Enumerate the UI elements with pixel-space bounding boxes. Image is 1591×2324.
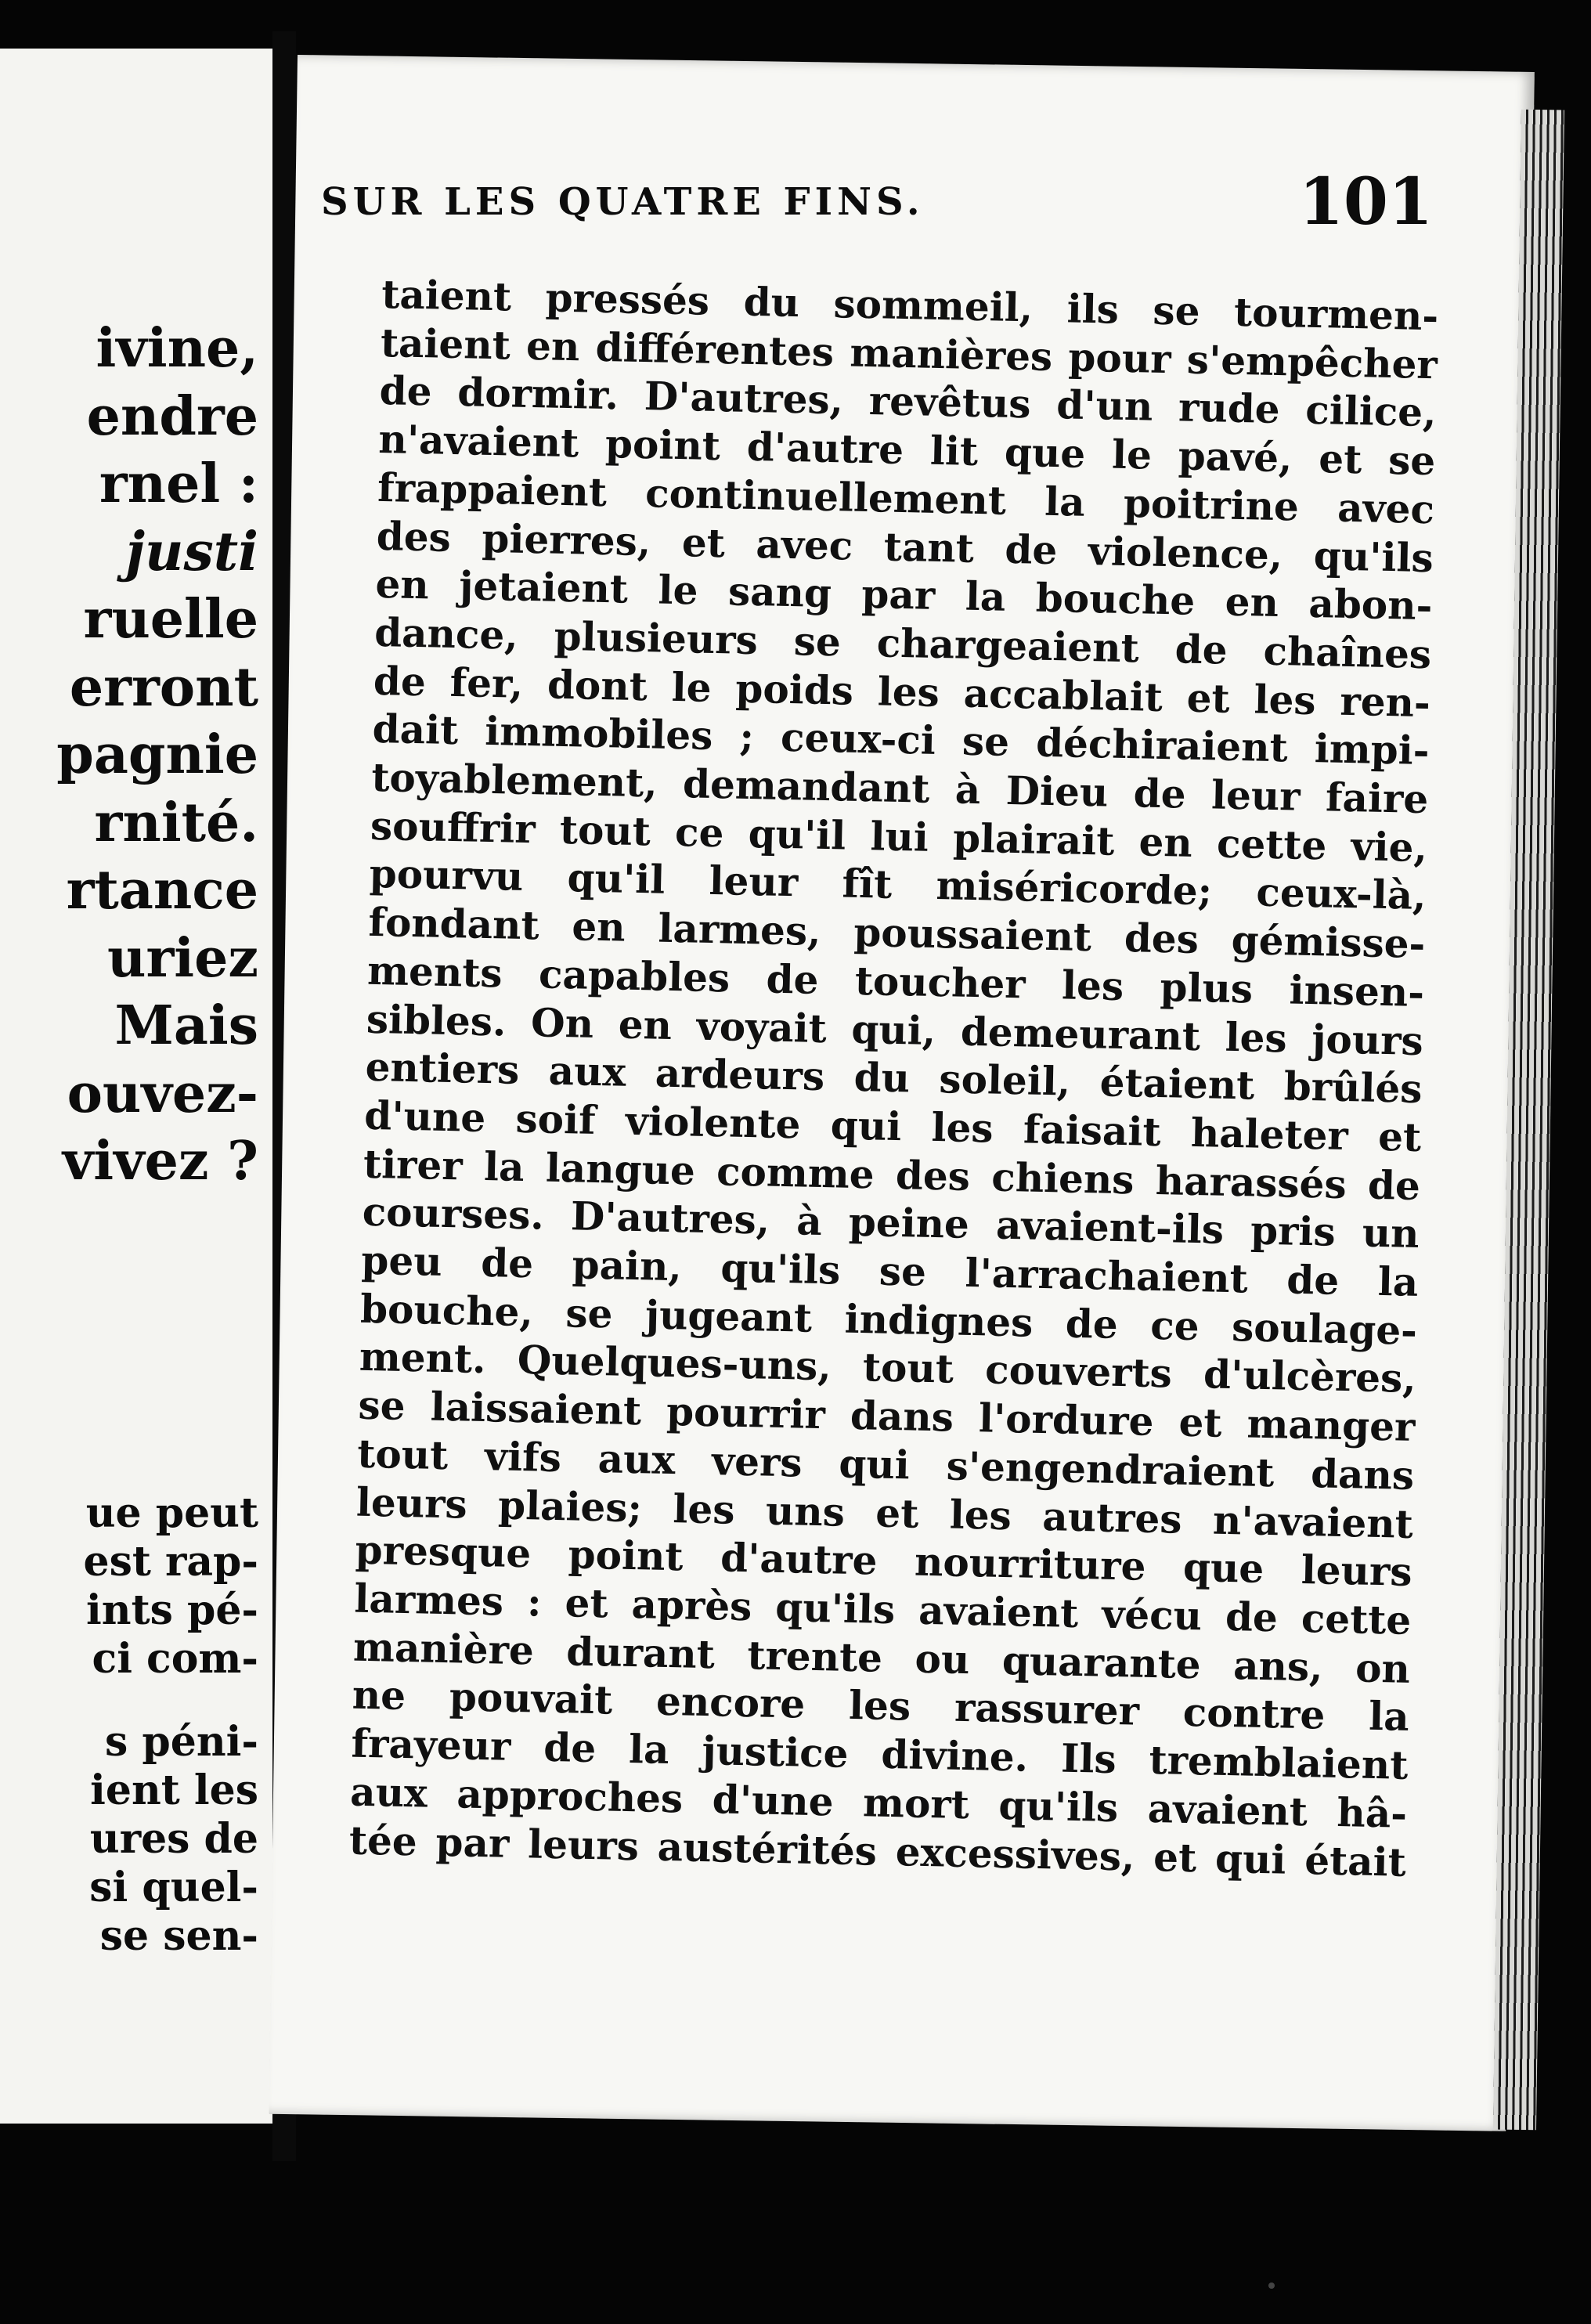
text-line: n'avaient point d'autre lit que le pavé, et se: [377, 416, 1436, 485]
left-line: ci com-: [92, 1635, 258, 1683]
text-line: fondant en larmes, poussaient des gémisse-: [367, 898, 1426, 968]
left-page-text-top: [56, 315, 258, 1196]
page-body-text: [348, 270, 1438, 1886]
text-line: ne pouvait encore les rassurer contre la: [352, 1671, 1410, 1741]
left-line: ruelle: [83, 588, 258, 651]
text-line: de dormir. D'autres, revêtus d'un rude cilice,: [379, 367, 1438, 436]
text-line: frayeur de la justice divine. Ils tremblaient: [350, 1720, 1409, 1788]
text-line: taient pressés du sommeil, ils se tourmen-: [381, 270, 1439, 340]
left-line: ient les: [90, 1766, 258, 1814]
text-line: d'une soif violente qui les faisait haleter et: [363, 1092, 1422, 1160]
left-line: uriez: [107, 926, 258, 990]
text-line: dait immobiles ; ceux-ci se déchiraient impi-: [372, 706, 1430, 774]
left-line: ints pé-: [86, 1586, 258, 1634]
left-line: justi: [125, 520, 258, 583]
left-page: [0, 49, 275, 2124]
text-line: souffrir tout ce qu'il lui plairait en cette vie,: [370, 802, 1428, 871]
text-line: taient en différentes manières pour s'empêcher: [380, 319, 1438, 388]
left-line: rnité.: [94, 791, 258, 854]
left-line: erront: [69, 655, 258, 719]
left-line: se sen-: [99, 1912, 258, 1960]
text-line: pourvu qu'il leur fît miséricorde; ceux-là,: [369, 850, 1427, 919]
text-line: tout vifs aux vers qui s'engendraient dans: [356, 1430, 1415, 1499]
text-line: se laissaient pourrir dans l'ordure et manger: [358, 1381, 1416, 1451]
text-line: de fer, dont le poids les accablait et les ren-: [373, 657, 1431, 726]
running-head: [321, 164, 1433, 251]
scan-speck: [1268, 2282, 1275, 2289]
left-line: ue peut: [85, 1489, 258, 1537]
text-line: ments capables de toucher les plus insen-: [366, 947, 1425, 1016]
left-line: endre: [86, 384, 258, 448]
text-line: en jetaient le sang par la bouche en abon-: [374, 561, 1433, 630]
left-line: est rap-: [83, 1538, 258, 1586]
text-line: courses. D'autres, à peine avaient-ils pris un: [362, 1189, 1420, 1258]
text-line: ment. Quelques-uns, tout couverts d'ulcères,: [359, 1333, 1417, 1402]
left-line: vivez ?: [62, 1130, 258, 1193]
text-line: bouche, se jugeant indignes de ce soulage-: [359, 1285, 1418, 1354]
text-line: tirer la langue comme des chiens harassés de: [363, 1140, 1421, 1209]
left-line: ivine,: [96, 317, 258, 380]
text-line: sibles. On en voyait qui, demeurant les jours: [366, 995, 1424, 1064]
left-line: ouvez-: [67, 1062, 258, 1125]
text-line: tée par leurs austérités excessives, et qui était: [348, 1817, 1407, 1886]
text-line: larmes : et après qu'ils avaient vécu de cette: [353, 1575, 1412, 1644]
left-line: rtance: [66, 859, 258, 922]
left-line: rnel :: [99, 453, 258, 515]
left-line: ures de: [89, 1815, 258, 1863]
text-line: entiers aux ardeurs du soleil, étaient brûlés: [365, 1044, 1423, 1113]
left-line: pagnie: [56, 724, 258, 786]
left-line: s péni-: [105, 1718, 258, 1766]
text-line: des pierres, et avec tant de violence, qu'ils: [376, 512, 1434, 581]
text-line: manière durant trente ou quarante ans, on: [352, 1623, 1411, 1692]
text-line: dance, plusieurs se chargeaient de chaînes: [373, 608, 1432, 678]
left-line: si quel-: [89, 1864, 258, 1911]
text-line: frappaient continuellement la poitrine avec: [377, 464, 1435, 533]
left-page-text-bottom: [83, 1489, 258, 1961]
text-line: aux approches d'une mort qu'ils avaient hâ-: [349, 1768, 1408, 1837]
left-line: Mais: [114, 994, 258, 1057]
text-line: leurs plaies; les uns et les autres n'avaient: [355, 1478, 1414, 1547]
running-head-title: SUR LES QUATRE FINS.: [321, 180, 925, 224]
page-number: 101: [1298, 164, 1433, 240]
text-line: presque point d'autre nourriture que leurs: [355, 1526, 1413, 1596]
text-line: toyablement, demandant à Dieu de leur faire: [370, 753, 1429, 823]
text-line: peu de pain, qu'ils se l'arrachaient de la: [360, 1236, 1419, 1306]
